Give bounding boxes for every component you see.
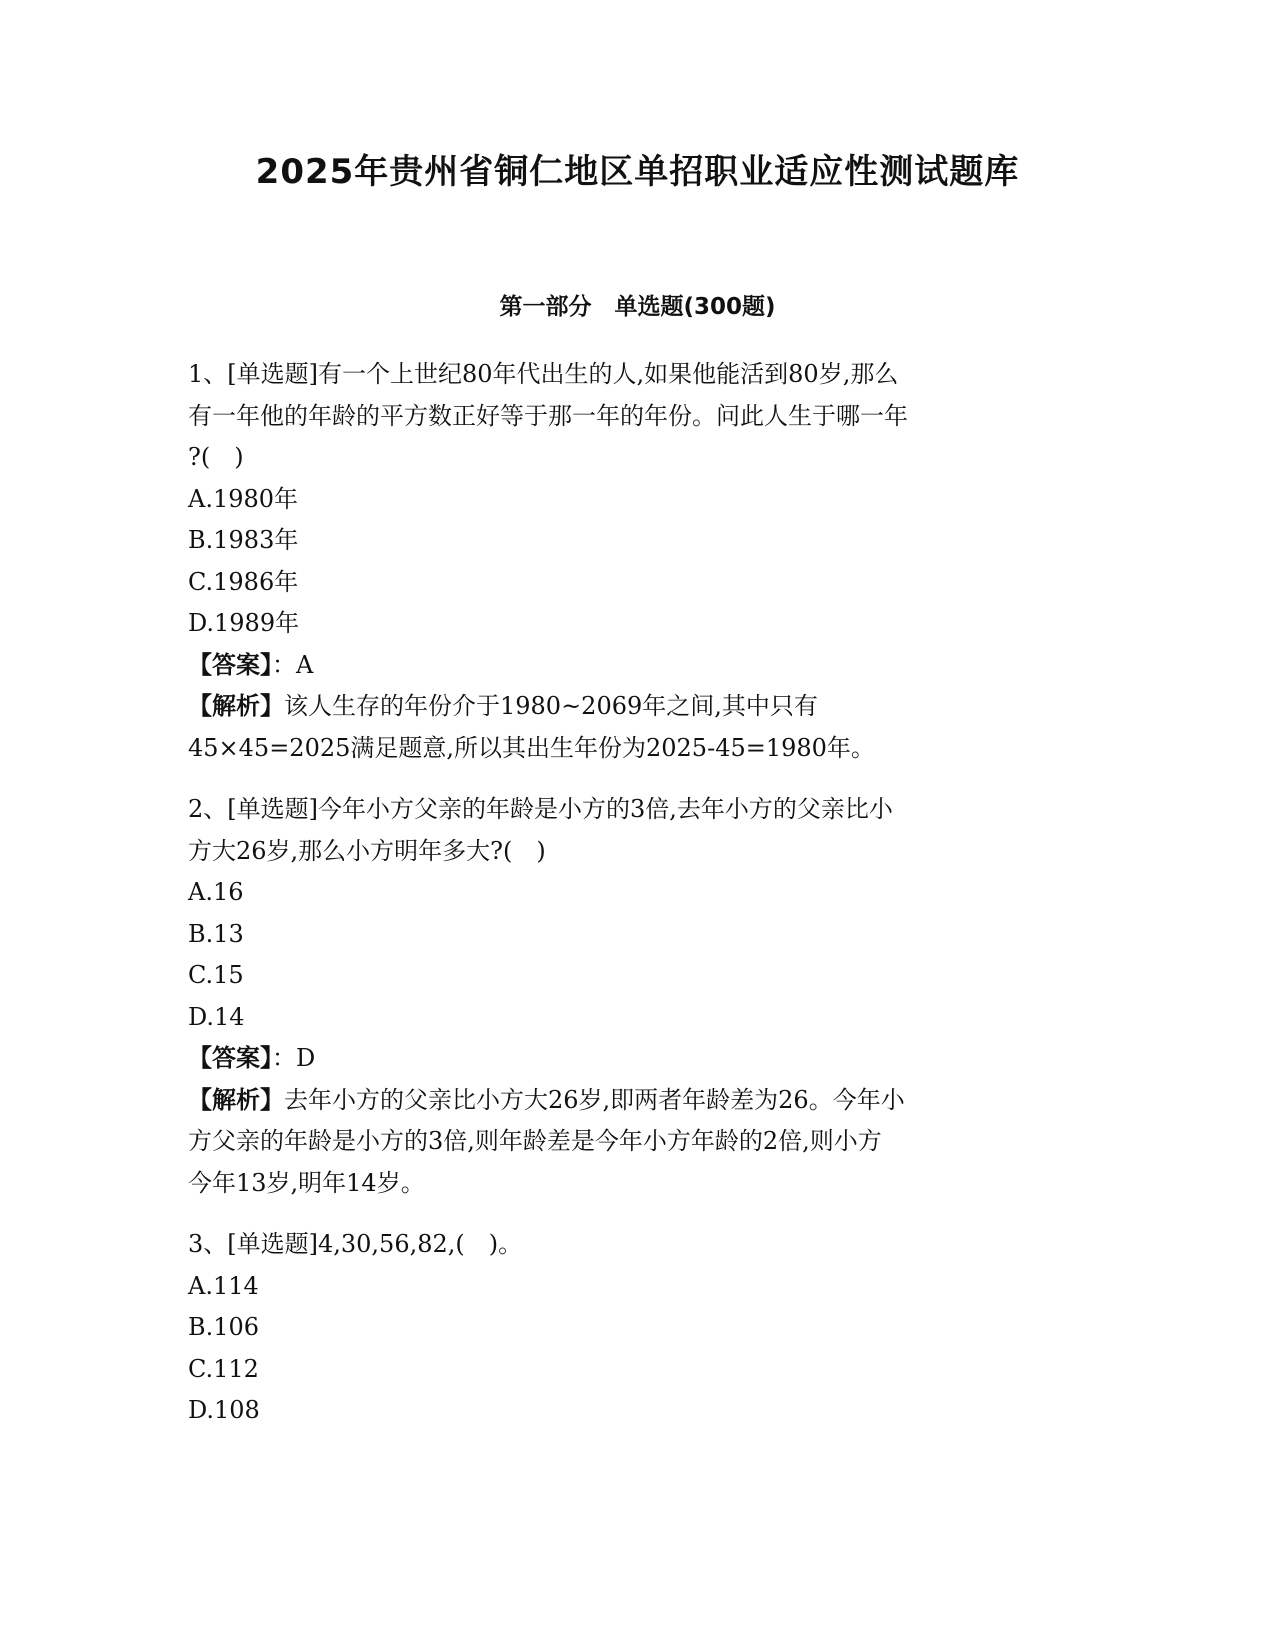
option-d: D.14: [188, 1002, 245, 1031]
option-b: B.106: [188, 1313, 260, 1341]
question-stem-line: ?( ): [188, 443, 244, 471]
question-stem-line: 方大26岁,那么小方明年多大?( ): [188, 836, 546, 865]
answer-value: ：A: [272, 650, 314, 679]
analysis-text: 该人生存的年份介于1980~2069年之间,其中只有: [284, 692, 818, 720]
analysis-line: 45×45=2025满足题意,所以其出生年份为2025-45=1980年。: [188, 733, 875, 762]
analysis-text: 去年小方的父亲比小方大26岁,即两者年龄差为26。今年小: [284, 1085, 905, 1114]
answer-value: ：D: [272, 1044, 316, 1072]
question-stem-line: 有一年他的年龄的平方数正好等于那一年的年份。问此人生于哪一年: [188, 401, 908, 430]
answer-label: 【答案】: [188, 1044, 272, 1072]
document-title: 2025年贵州省铜仁地区单招职业适应性测试题库: [255, 152, 1020, 192]
option-a: A.114: [188, 1271, 259, 1300]
question-2: [188, 789, 1088, 1204]
question-stem-line: 1、[单选题]有一个上世纪80年代出生的人,如果他能活到80岁,那么: [188, 360, 899, 388]
analysis-line: 今年13岁,明年14岁。: [188, 1168, 425, 1197]
option-a: A.1980年: [188, 484, 299, 513]
analysis-line: 方父亲的年龄是小方的3倍,则年龄差是今年小方年龄的2倍,则小方: [188, 1127, 882, 1155]
question-1: [188, 354, 1088, 769]
section-heading: 第一部分 单选题(300题): [499, 294, 776, 320]
question-stem-line: 3、[单选题]4,30,56,82,( )。: [188, 1230, 523, 1258]
option-d: D.1989年: [188, 609, 300, 637]
analysis-line: [188, 686, 1088, 728]
answer-label: 【答案】: [188, 650, 272, 679]
option-b: B.13: [188, 919, 244, 948]
question-stem-line: 2、[单选题]今年小方父亲的年龄是小方的3倍,去年小方的父亲比小: [188, 795, 893, 823]
analysis-label: 【解析】: [188, 692, 284, 720]
option-b: B.1983年: [188, 526, 299, 554]
option-d: D.108: [188, 1396, 260, 1424]
option-c: C.1986年: [188, 567, 299, 596]
answer-line: [188, 1038, 1088, 1080]
analysis-line: [188, 1080, 1088, 1122]
option-c: C.112: [188, 1354, 259, 1383]
answer-line: [188, 645, 1088, 687]
option-a: A.16: [188, 878, 244, 906]
question-3: [188, 1224, 1088, 1432]
option-c: C.15: [188, 961, 244, 989]
analysis-label: 【解析】: [188, 1085, 284, 1114]
question-list: [188, 354, 1088, 1452]
